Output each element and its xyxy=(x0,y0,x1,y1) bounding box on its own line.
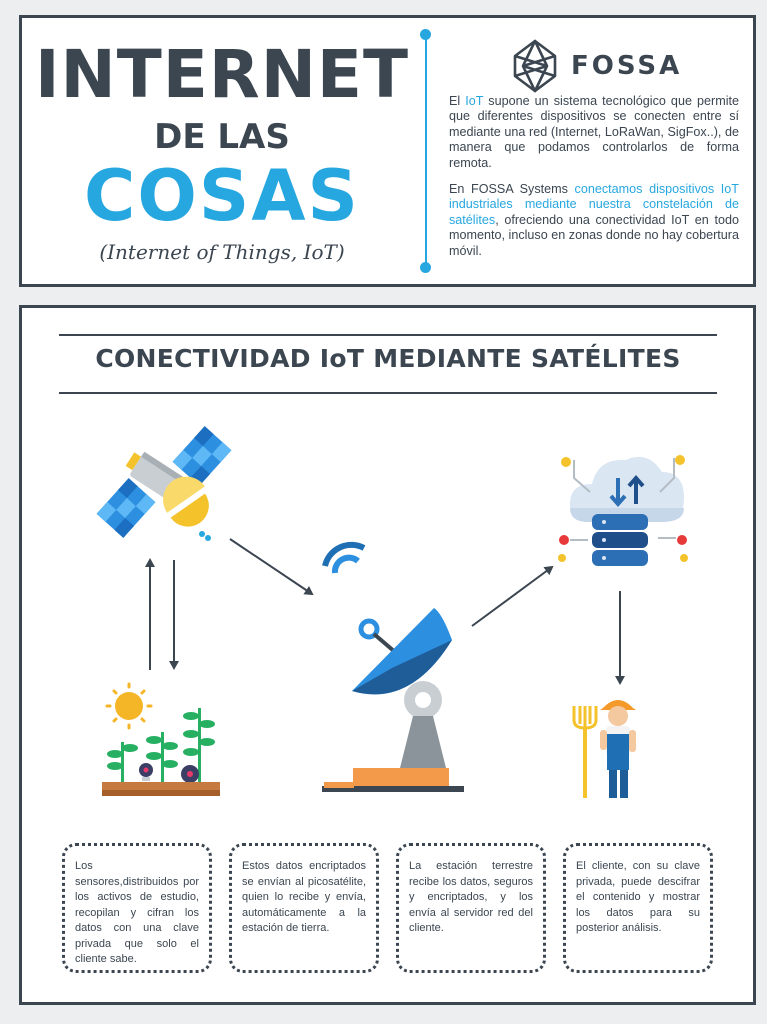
step-2-description: Estos datos encriptados se envían al picosatélite, quien lo recibe y envía, automáticamente a la estación de tierra. xyxy=(229,843,379,973)
intro-p2-text-b: , ofreciendo una conectividad IoT en todo momento, incluso en zonas donde no hay cobertura móvil. xyxy=(449,212,739,258)
intro-p1-highlight: IoT xyxy=(465,94,484,108)
intro-p2-text-a: En FOSSA Systems xyxy=(449,182,575,196)
intro-p1-text-b: supone un sistema tecnológico que permite que diferentes dispositivos se conecten entre sí mediante una red (Internet, LoRaWan, SigFox..), de manera que podamos controlarlos de forma remota. xyxy=(449,94,739,170)
fossa-logo-icon xyxy=(507,38,563,94)
intro-paragraph-2 xyxy=(449,182,739,259)
divider-dot-top xyxy=(420,29,431,40)
step-3-description: La estación terrestre recibe los datos, seguros y encriptados, y los envía al servidor red del cliente. xyxy=(396,843,546,973)
intro-p2-highlight: conectamos dispositivos IoT industriales mediante nuestra constelación de satélites xyxy=(449,182,739,227)
fossa-logo xyxy=(507,36,707,96)
satellite-icon xyxy=(97,426,232,541)
divider-dot-bottom xyxy=(420,262,431,273)
step-1-description: Los sensores,distribuidos por los activos de estudio, recopilan y cifran los datos con una clave privada que solo el cliente sabe. xyxy=(62,843,212,973)
farmer-icon xyxy=(574,700,636,798)
ground-station-dish-icon xyxy=(322,545,464,792)
arrow-station-to-cloud xyxy=(472,567,552,626)
section-title: CONECTIVIDAD IoT MEDIANTE SATÉLITES xyxy=(95,344,681,373)
title-internet: INTERNET xyxy=(34,36,410,113)
divider-line xyxy=(425,33,427,269)
header-panel xyxy=(19,15,756,287)
title-cosas: COSAS xyxy=(84,155,360,237)
diagram-panel xyxy=(19,305,756,1005)
fossa-logo-text: FOSSA xyxy=(571,51,683,81)
arrow-satellite-to-station xyxy=(230,539,312,594)
step-4-description: El cliente, con su clave privada, puede descifrar el contenido y mostrar los datos para su posterior análisis. xyxy=(563,843,713,973)
intro-p1-text-a: El xyxy=(449,94,466,108)
intro-paragraph-1 xyxy=(449,94,739,171)
title-subtitle: (Internet of Things, IoT) xyxy=(99,240,345,264)
title-de-las: DE LAS xyxy=(154,117,290,157)
sensor-crops-icon xyxy=(102,684,220,796)
cloud-server-icon xyxy=(558,455,688,566)
